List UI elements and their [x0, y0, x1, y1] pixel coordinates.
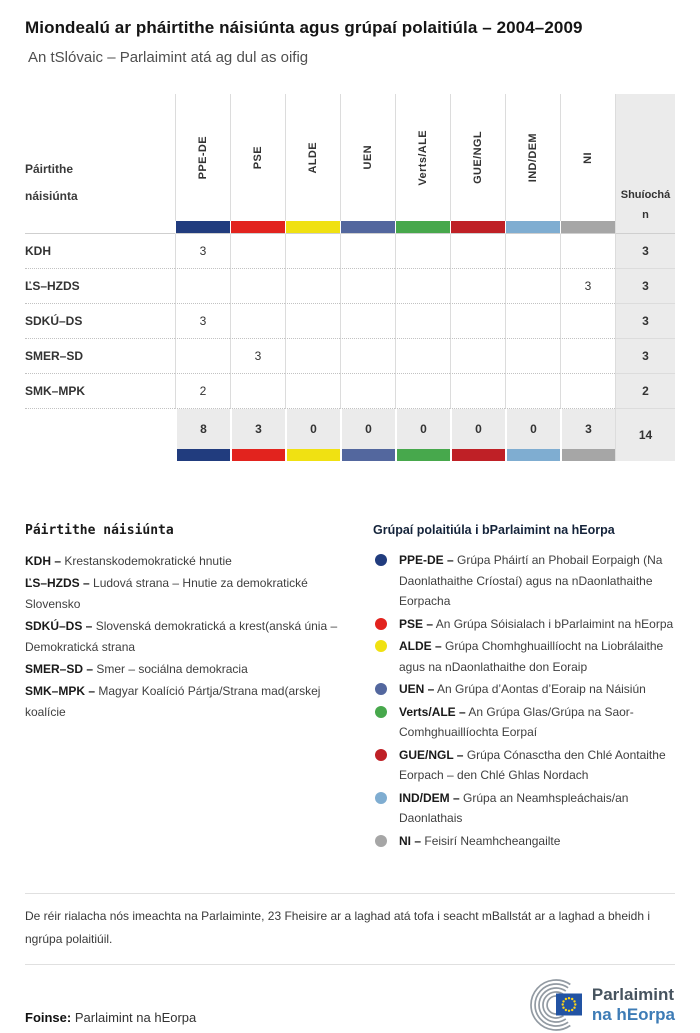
- col-header-ppe-de: PPE-DE: [175, 94, 230, 221]
- value-cell: [560, 374, 615, 409]
- uen-color-dot: [375, 683, 387, 695]
- value-cell: [505, 339, 560, 374]
- value-cell: [560, 339, 615, 374]
- value-cell: [340, 234, 395, 269]
- page-subtitle: An tSlóvaic – Parlaimint atá ag dul as oifig: [28, 49, 309, 66]
- value-cell: [230, 374, 285, 409]
- col-header-uen: UEN: [340, 94, 395, 221]
- value-cell: 2: [175, 374, 230, 409]
- col-header-ni: NI: [560, 94, 615, 221]
- value-cell: [285, 269, 340, 304]
- value-cell: [395, 374, 450, 409]
- col-header-gue-ngl: GUE/NGL: [450, 94, 505, 221]
- ppe-de-color-dot: [375, 554, 387, 566]
- ni-color-dot: [375, 835, 387, 847]
- seats-cell: 3: [615, 234, 675, 269]
- value-cell: [340, 339, 395, 374]
- col-header-alde: ALDE: [285, 94, 340, 221]
- totals-cell: 0: [505, 409, 560, 449]
- group-legend-item: UEN – An Grúpa d’Aontas d’Eoraip na Náisiún: [373, 679, 675, 700]
- col-header-ind-dem: IND/DEM: [505, 94, 560, 221]
- col-header-verts-ale: Verts/ALE: [395, 94, 450, 221]
- value-cell: 3: [175, 304, 230, 339]
- spacer-cell: [25, 449, 175, 461]
- total-color-bar: [285, 449, 340, 461]
- value-cell: [395, 234, 450, 269]
- group-color-bar: [395, 221, 450, 234]
- parties-legend: [25, 523, 355, 853]
- value-cell: [285, 374, 340, 409]
- value-cell: [395, 339, 450, 374]
- total-color-bar: [395, 449, 450, 461]
- groups-legend-title: Grúpaí polaitiúla i bParlaimint na hEorpa: [373, 523, 615, 537]
- seats-cell: 3: [615, 304, 675, 339]
- value-cell: [285, 304, 340, 339]
- party-label: SMER–SD: [25, 339, 175, 374]
- footer: [25, 977, 675, 1033]
- total-color-bar: [230, 449, 285, 461]
- footnote: De réir rialacha nós imeachta na Parlaiminte, 23 Fheisire ar a laghad atá tofa i seacht mBallstát ar a laghad a bheidh i ngrúpa polaitiúil.: [25, 909, 651, 946]
- group-color-bar: [560, 221, 615, 234]
- party-label: SDKÚ–DS: [25, 304, 175, 339]
- legends: [25, 523, 675, 853]
- row-header-label: [25, 94, 175, 221]
- value-cell: [340, 269, 395, 304]
- ep-logo: [530, 977, 675, 1033]
- group-legend-item: PSE – An Grúpa Sóisialach i bParlaimint na hEorpa: [373, 614, 675, 635]
- gue-ngl-color-dot: [375, 749, 387, 761]
- value-cell: [395, 304, 450, 339]
- party-legend-item: SMER–SD – Smer – sociálna demokracia: [25, 662, 248, 676]
- group-color-bar: [230, 221, 285, 234]
- value-cell: [175, 269, 230, 304]
- row-header-text: Páirtithe náisiúnta: [25, 162, 78, 203]
- value-cell: [450, 339, 505, 374]
- ind-dem-color-dot: [375, 792, 387, 804]
- value-cell: [505, 269, 560, 304]
- value-cell: [560, 234, 615, 269]
- value-cell: [450, 374, 505, 409]
- value-cell: [450, 269, 505, 304]
- party-legend-item: KDH – Krestanskodemokratické hnutie: [25, 554, 232, 568]
- group-color-bar: [175, 221, 230, 234]
- total-seats-cell: 14: [615, 409, 675, 461]
- value-cell: [230, 304, 285, 339]
- value-cell: [175, 339, 230, 374]
- ep-hemicycle-icon: [530, 977, 586, 1033]
- totals-cell: 0: [285, 409, 340, 449]
- value-cell: [450, 234, 505, 269]
- ep-logo-text: Parlaimint na hEorpa: [591, 984, 675, 1024]
- total-color-bar: [175, 449, 230, 461]
- col-header-pse: PSE: [230, 94, 285, 221]
- party-group-table: [25, 94, 675, 461]
- party-legend-item: SDKÚ–DS – Slovenská demokratická a krest(anská únia – Demokratická strana: [25, 619, 338, 654]
- group-legend-item: IND/DEM – Grúpa an Neamhspleáchais/an Daonlathais: [373, 788, 675, 829]
- value-cell: [505, 374, 560, 409]
- party-label: KDH: [25, 234, 175, 269]
- party-legend-item: SMK–MPK – Magyar Koalíció Pártja/Strana mad(arskej koalície: [25, 684, 321, 719]
- value-cell: [560, 304, 615, 339]
- spacer-cell: [25, 221, 175, 234]
- alde-color-dot: [375, 640, 387, 652]
- seats-cell: 2: [615, 374, 675, 409]
- totals-cell: 0: [340, 409, 395, 449]
- seats-cell: 3: [615, 339, 675, 374]
- page-title: Miondealú ar pháirtithe náisiúnta agus grúpaí polaitiúla – 2004–2009: [25, 18, 583, 37]
- verts-ale-color-dot: [375, 706, 387, 718]
- party-label: ĽS–HZDS: [25, 269, 175, 304]
- value-cell: 3: [560, 269, 615, 304]
- pse-color-dot: [375, 618, 387, 630]
- groups-legend: [373, 523, 675, 853]
- totals-cell: 0: [450, 409, 505, 449]
- value-cell: [230, 234, 285, 269]
- value-cell: [340, 374, 395, 409]
- value-cell: [340, 304, 395, 339]
- group-legend-item: ALDE – Grúpa Chomhghuaillíocht na Liobrálaithe agus na nDaonlathaithe don Eoraip: [373, 636, 675, 677]
- value-cell: [285, 339, 340, 374]
- group-legend-item: GUE/NGL – Grúpa Cónasctha den Chlé Aontaithe Eorpach – den Chlé Ghlas Nordach: [373, 745, 675, 786]
- spacer-cell: [25, 409, 175, 449]
- group-legend-item: Verts/ALE – An Grúpa Glas/Grúpa na Saor-Comhghuaillíochta Eorpaí: [373, 702, 675, 743]
- party-label: SMK–MPK: [25, 374, 175, 409]
- party-legend-item: ĽS–HZDS – Ludová strana – Hnutie za demokratické Slovensko: [25, 576, 308, 611]
- totals-cell: 0: [395, 409, 450, 449]
- total-color-bar: [450, 449, 505, 461]
- col-header-seats: Shuíochán: [615, 94, 675, 234]
- value-cell: [285, 234, 340, 269]
- group-color-bar: [505, 221, 560, 234]
- parties-legend-title: Páirtithe náisiúnta: [25, 523, 174, 538]
- seats-cell: 3: [615, 269, 675, 304]
- source-line: Foinse: Parlaimint na hEorpa: [25, 1010, 197, 1025]
- value-cell: 3: [175, 234, 230, 269]
- value-cell: [230, 269, 285, 304]
- value-cell: [505, 234, 560, 269]
- group-legend-item: NI – Feisirí Neamhcheangailte: [373, 831, 675, 852]
- total-color-bar: [340, 449, 395, 461]
- totals-cell: 8: [175, 409, 230, 449]
- value-cell: [505, 304, 560, 339]
- group-color-bar: [285, 221, 340, 234]
- total-color-bar: [505, 449, 560, 461]
- value-cell: 3: [230, 339, 285, 374]
- group-legend-item: PPE-DE – Grúpa Pháirtí an Phobail Eorpaigh (Na Daonlathaithe Críostaí) agus na nDaonlathaithe Eorpacha: [373, 550, 675, 612]
- divider: [25, 964, 675, 965]
- total-color-bar: [560, 449, 615, 461]
- group-color-bar: [340, 221, 395, 234]
- group-color-bar: [450, 221, 505, 234]
- value-cell: [395, 269, 450, 304]
- totals-cell: 3: [230, 409, 285, 449]
- totals-cell: 3: [560, 409, 615, 449]
- value-cell: [450, 304, 505, 339]
